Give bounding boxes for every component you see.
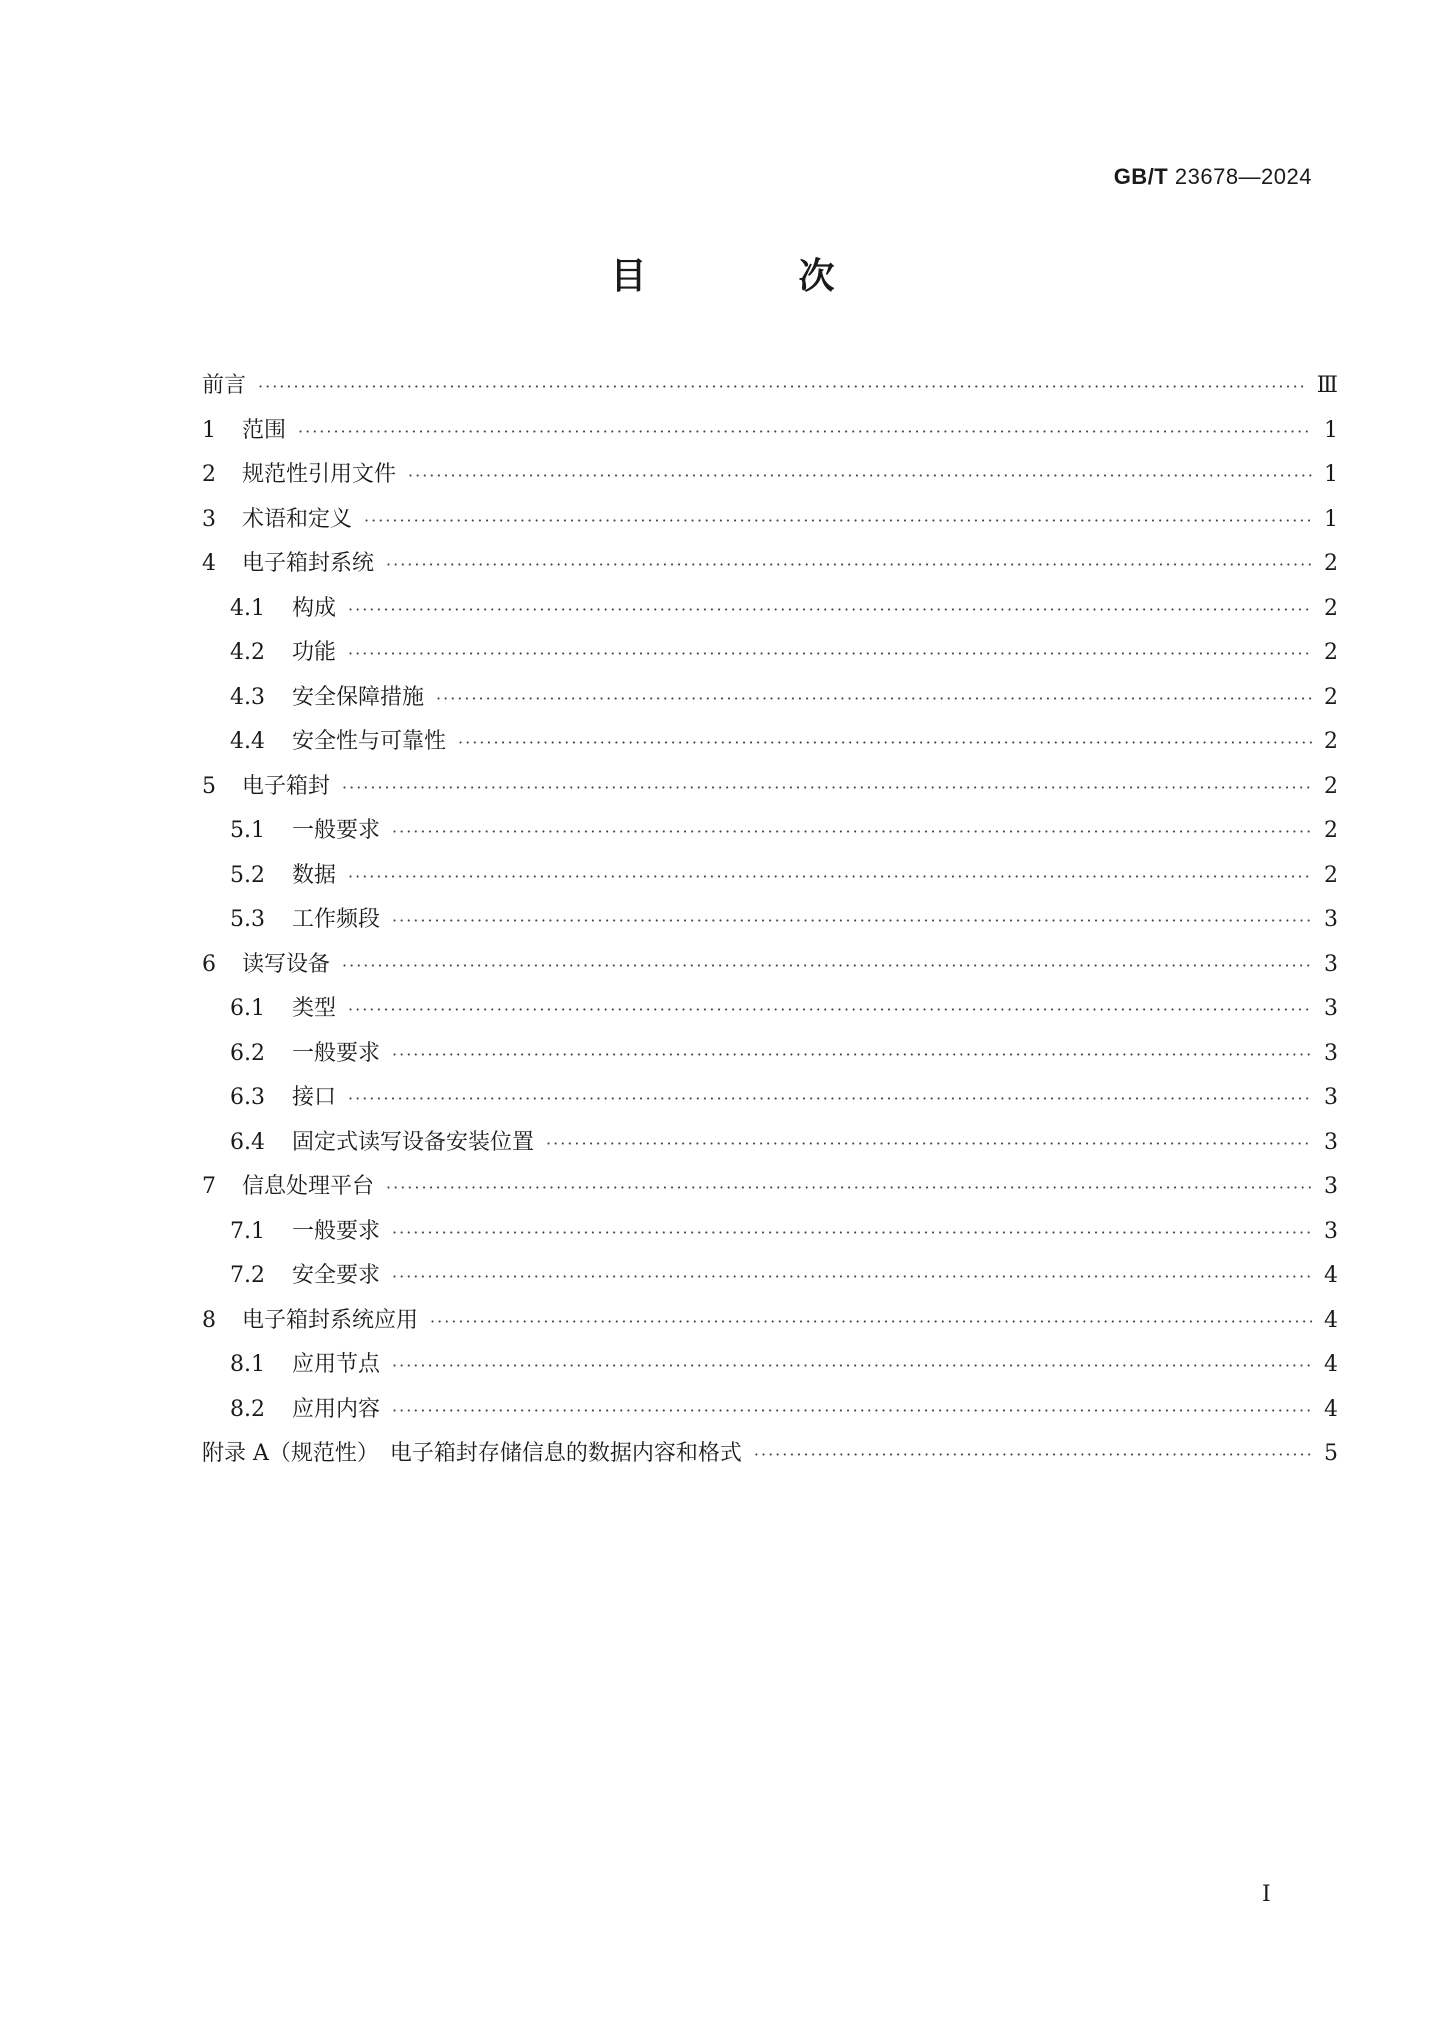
toc-entry[interactable] bbox=[202, 1080, 1338, 1125]
toc-entry-title: 安全性与可靠性 bbox=[292, 729, 447, 754]
toc-entry[interactable] bbox=[202, 680, 1338, 725]
toc-entry-page: 1 bbox=[1324, 417, 1338, 443]
toc-entry[interactable] bbox=[202, 413, 1338, 458]
toc-entry-title: 范围 bbox=[242, 417, 287, 443]
toc-entry-number: 5.3 bbox=[230, 907, 265, 932]
toc-leader-dots bbox=[436, 689, 1312, 708]
document-code-number: 23678—2024 bbox=[1174, 164, 1312, 189]
page-number: Ⅰ bbox=[1262, 1882, 1271, 1907]
toc-entry-title: 一般要求 bbox=[292, 818, 381, 843]
toc-entry-page: 3 bbox=[1324, 1129, 1338, 1155]
toc-entry[interactable] bbox=[202, 457, 1338, 502]
toc-leader-dots bbox=[348, 1000, 1312, 1019]
toc-entry-title: 电子箱封 bbox=[242, 773, 331, 799]
toc-entry-title: 电子箱封系统应用 bbox=[242, 1307, 419, 1333]
toc-entry[interactable] bbox=[202, 502, 1338, 547]
toc-leader-dots bbox=[342, 956, 1312, 975]
toc-entry-number: 5.1 bbox=[230, 818, 265, 843]
toc-entry-number: 8.1 bbox=[230, 1352, 265, 1377]
toc-entry-page: 5 bbox=[1324, 1441, 1338, 1466]
toc-entry-page: 3 bbox=[1324, 996, 1338, 1021]
toc-leader-dots bbox=[392, 911, 1312, 930]
toc-entry-page: 2 bbox=[1324, 862, 1338, 888]
toc-entry[interactable] bbox=[202, 591, 1338, 636]
document-code bbox=[1114, 164, 1312, 190]
toc-leader-dots bbox=[546, 1134, 1312, 1153]
toc-entry-number: 8.2 bbox=[230, 1396, 265, 1422]
toc-entry-number: 7 bbox=[202, 1174, 216, 1199]
toc-entry-title: 数据 bbox=[292, 862, 337, 888]
toc-leader-dots bbox=[430, 1312, 1312, 1331]
toc-entry-title: 术语和定义 bbox=[242, 506, 353, 532]
toc-leader-dots bbox=[392, 1045, 1312, 1064]
toc-entry-page: 4 bbox=[1324, 1263, 1338, 1288]
toc-entry-page: 4 bbox=[1324, 1307, 1338, 1333]
toc-entry[interactable] bbox=[202, 1036, 1338, 1081]
toc-entry-title: 应用内容 bbox=[292, 1396, 381, 1422]
toc-entry-number: 6 bbox=[202, 951, 216, 977]
toc-entry-title: 构成 bbox=[292, 595, 337, 621]
toc-leader-dots bbox=[392, 1267, 1312, 1286]
table-of-contents bbox=[202, 368, 1338, 1481]
toc-entry[interactable] bbox=[202, 546, 1338, 591]
toc-entry-number: 2 bbox=[202, 462, 216, 487]
toc-entry[interactable] bbox=[202, 1303, 1338, 1348]
toc-entry-title: 安全保障措施 bbox=[292, 684, 425, 710]
toc-entry[interactable] bbox=[202, 1169, 1338, 1214]
toc-entry-page: 2 bbox=[1324, 595, 1338, 621]
page-title: 目 次 bbox=[610, 256, 893, 297]
toc-leader-dots bbox=[386, 1178, 1312, 1197]
toc-leader-dots bbox=[364, 511, 1312, 530]
toc-entry-title: 信息处理平台 bbox=[242, 1174, 375, 1199]
toc-entry-title: 附录 A（规范性） 电子箱封存储信息的数据内容和格式 bbox=[202, 1441, 742, 1466]
toc-entry-number: 4.2 bbox=[230, 640, 265, 665]
toc-entry-page: 3 bbox=[1324, 907, 1338, 932]
toc-entry[interactable] bbox=[202, 1347, 1338, 1392]
toc-entry-title: 固定式读写设备安装位置 bbox=[292, 1129, 535, 1155]
toc-entry[interactable] bbox=[202, 1258, 1338, 1303]
toc-entry-title: 工作频段 bbox=[292, 907, 381, 932]
toc-entry-page: 1 bbox=[1324, 506, 1338, 532]
toc-entry-page: 3 bbox=[1324, 1174, 1338, 1199]
toc-entry-title: 应用节点 bbox=[292, 1352, 381, 1377]
toc-leader-dots bbox=[348, 1089, 1312, 1108]
toc-entry-title: 类型 bbox=[292, 996, 337, 1021]
toc-leader-dots bbox=[392, 1223, 1312, 1242]
toc-entry-number: 5.2 bbox=[230, 862, 265, 888]
toc-entry-title: 一般要求 bbox=[292, 1218, 381, 1244]
toc-leader-dots bbox=[392, 1401, 1312, 1420]
toc-entry-title: 功能 bbox=[292, 640, 337, 665]
toc-entry-page: 2 bbox=[1324, 729, 1338, 754]
toc-entry-page: 3 bbox=[1324, 1040, 1338, 1066]
toc-leader-dots bbox=[392, 1356, 1312, 1375]
toc-leader-dots bbox=[408, 466, 1312, 485]
toc-entry-page: 2 bbox=[1324, 684, 1338, 710]
toc-entry-title: 接口 bbox=[292, 1085, 337, 1110]
toc-entry[interactable] bbox=[202, 813, 1338, 858]
toc-leader-dots bbox=[386, 555, 1312, 574]
toc-entry-title: 电子箱封系统 bbox=[242, 551, 375, 576]
toc-entry-number: 4 bbox=[202, 551, 216, 576]
toc-entry[interactable] bbox=[202, 769, 1338, 814]
toc-entry-number: 5 bbox=[202, 773, 216, 799]
toc-entry-number: 4.4 bbox=[230, 729, 265, 754]
toc-entry[interactable] bbox=[202, 368, 1338, 413]
toc-entry-page: 3 bbox=[1324, 1085, 1338, 1110]
toc-entry[interactable] bbox=[202, 1214, 1338, 1259]
toc-entry-title: 读写设备 bbox=[242, 951, 331, 977]
toc-entry-number: 6.4 bbox=[230, 1129, 265, 1155]
toc-entry-number: 4.3 bbox=[230, 684, 265, 710]
toc-leader-dots bbox=[258, 377, 1307, 396]
toc-entry-page: 2 bbox=[1324, 640, 1338, 665]
toc-entry-page: 3 bbox=[1324, 951, 1338, 977]
toc-entry[interactable] bbox=[202, 858, 1338, 903]
toc-entry-title: 规范性引用文件 bbox=[242, 462, 397, 487]
toc-entry-page: 4 bbox=[1324, 1396, 1338, 1422]
toc-entry-number: 6.1 bbox=[230, 996, 265, 1021]
toc-entry-number: 7.2 bbox=[230, 1263, 265, 1288]
toc-leader-dots bbox=[348, 600, 1312, 619]
toc-leader-dots bbox=[348, 867, 1312, 886]
toc-entry-number: 3 bbox=[202, 506, 216, 532]
toc-entry-title: 前言 bbox=[202, 373, 247, 398]
toc-entry-title: 安全要求 bbox=[292, 1263, 381, 1288]
document-code-prefix: GB/T bbox=[1113, 164, 1169, 189]
toc-leader-dots bbox=[348, 644, 1312, 663]
toc-entry-number: 4.1 bbox=[230, 595, 265, 621]
toc-leader-dots bbox=[392, 822, 1312, 841]
toc-leader-dots bbox=[342, 778, 1312, 797]
toc-leader-dots bbox=[298, 422, 1312, 441]
toc-leader-dots bbox=[458, 733, 1312, 752]
toc-entry-page: 2 bbox=[1324, 773, 1338, 799]
toc-entry[interactable] bbox=[202, 1392, 1338, 1437]
toc-entry-title: 一般要求 bbox=[292, 1040, 381, 1066]
toc-entry-page: 1 bbox=[1324, 462, 1338, 487]
toc-entry[interactable] bbox=[202, 724, 1338, 769]
toc-entry-number: 1 bbox=[202, 417, 216, 443]
toc-entry-number: 7.1 bbox=[230, 1218, 265, 1244]
toc-entry-page: 3 bbox=[1324, 1218, 1338, 1244]
toc-entry-page: 2 bbox=[1324, 818, 1338, 843]
toc-entry-number: 8 bbox=[202, 1307, 216, 1333]
toc-entry-number: 6.3 bbox=[230, 1085, 265, 1110]
toc-entry[interactable] bbox=[202, 991, 1338, 1036]
toc-entry[interactable] bbox=[202, 635, 1338, 680]
toc-entry-number: 6.2 bbox=[230, 1040, 265, 1066]
toc-entry[interactable] bbox=[202, 947, 1338, 992]
toc-entry[interactable] bbox=[202, 902, 1338, 947]
toc-entry[interactable] bbox=[202, 1125, 1338, 1170]
toc-entry-page: 4 bbox=[1324, 1352, 1338, 1377]
toc-entry-page: 2 bbox=[1324, 551, 1338, 576]
toc-leader-dots bbox=[754, 1445, 1312, 1464]
toc-entry-page: Ⅲ bbox=[1316, 373, 1338, 398]
toc-entry[interactable] bbox=[202, 1436, 1338, 1481]
